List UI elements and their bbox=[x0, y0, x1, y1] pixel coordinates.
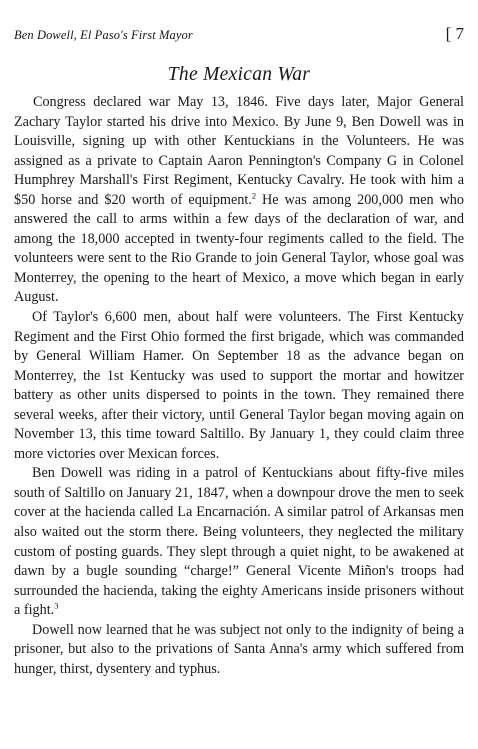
paragraph-1-text: Congress declared war May 13, 1846. Five days later, Major General Zachary Taylor started his drive into Mexico. By June 9, Ben Dowell was in Louisville, signing up with other Kentuckians in the Volunteers. He was assigned as a private to Captain Aaron Pennington's Company G in Colonel Humphrey Marshall's First Regiment, Kentucky Cavalry. He took with him a $50 horse and $20 worth of equipment. bbox=[14, 94, 464, 208]
paragraph-1 bbox=[14, 93, 464, 308]
paragraph-3-text: Ben Dowell was riding in a patrol of Kentuckians about fifty-five miles south of Saltillo on January 21, 1847, when a downpour drove the men to seek cover at the hacienda called La Encarnación. A similar patrol of Arkansas men also waited out the storm there. Being volunteers, they neglected the military custom of posting guards. They slept through a quiet night, to be awakened at dawn by a bugle sounding “charge!” General Vicente Miñon's troops had surrounded the hacienda, taking the eighty Americans inside prisoners without a fight. bbox=[14, 465, 464, 619]
paragraph-1-text-after: He was among 200,000 men who answered the call to arms within a few days of the declaration of war, and among the 18,000 accepted in twenty-four regiments called to the field. The volunteers were sent to the Rio Grande to join General Taylor, whose goal was Monterrey, the opening to the heart of Mexico, a move which began in early August. bbox=[14, 191, 464, 306]
footnote-ref-2: 2 bbox=[251, 190, 257, 200]
body-text bbox=[14, 93, 464, 679]
chapter-title: The Mexican War bbox=[167, 64, 311, 85]
page-number: [ 7 bbox=[445, 24, 464, 43]
running-head bbox=[14, 24, 464, 46]
paragraph-2-text: Of Taylor's 6,600 men, about half were volunteers. The First Kentucky Regiment and the First Ohio formed the first brigade, which was commanded by General William Hamer. On September 18 as the advance began on Monterrey, the 1st Kentucky was used to support the mortar and howitzer battery as other units dispersed to points in the town. They remained there several weeks, after their victory, until General Taylor began moving again on November 13, this time toward Saltillo. By January 1, they could claim three more victories over Mexican forces. bbox=[14, 309, 464, 462]
paragraph-4 bbox=[14, 621, 464, 680]
paragraph-2 bbox=[14, 308, 464, 464]
paragraph-4-text: Dowell now learned that he was subject not only to the indignity of being a prisoner, but also to the privations of Santa Anna's army which suffered from hunger, thirst, dysentery and typhus. bbox=[14, 621, 464, 677]
footnote-ref-3: 3 bbox=[54, 600, 59, 611]
paragraph-3 bbox=[14, 464, 464, 620]
running-title: Ben Dowell, El Paso's First Mayor bbox=[14, 28, 193, 42]
